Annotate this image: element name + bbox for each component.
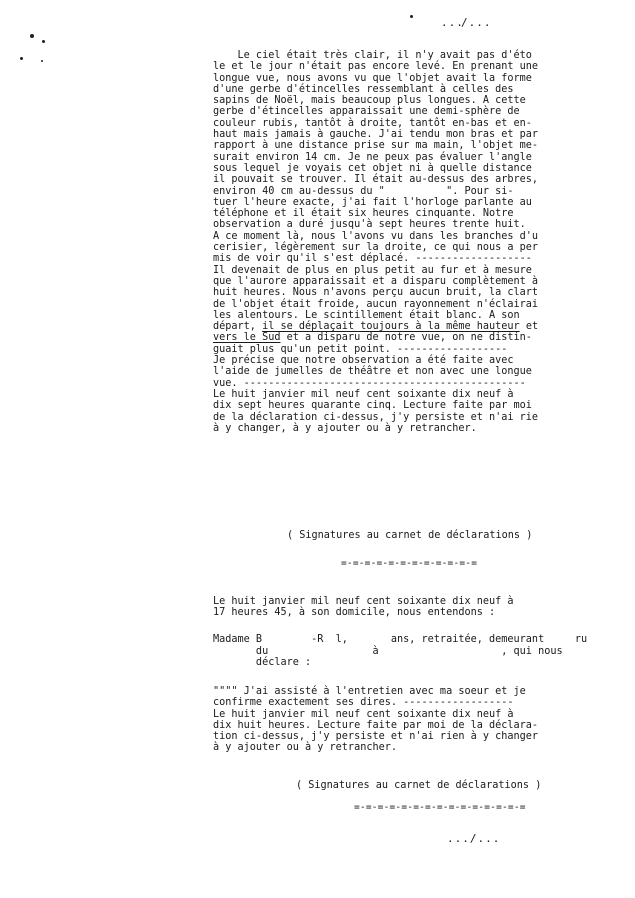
text-line: Le ciel était très clair, il n'y avait pas d'éto xyxy=(213,50,532,61)
text-line: Le huit janvier mil neuf cent soixante dix neuf à xyxy=(213,388,514,400)
text-line: Il devenait de plus en plus petit au fur et à mesure xyxy=(213,264,532,276)
text-line: il pouvait se trouver. Il était au-dessus des arbres, xyxy=(213,174,539,186)
text-line: surait environ 14 cm. Je ne peux pas évaluer l'angle xyxy=(213,151,532,163)
scan-speck xyxy=(20,57,23,60)
page-marker-top: ... xyxy=(441,16,464,29)
signature-note: ( Signatures au carnet de déclarations ) xyxy=(287,530,533,541)
text-line: """" J'ai assisté à l'entretien avec ma soeur et je xyxy=(213,686,526,697)
scan-speck xyxy=(30,34,34,38)
text-line: cerisier, légèrement sur la droite, ce qui nous a per xyxy=(213,242,539,254)
scan-speck xyxy=(410,15,413,18)
text-line: d'une gerbe d'étincelles ressemblant à celles des xyxy=(213,83,514,95)
text-line: mis de voir qu'il s'est déplacé. ------------------- xyxy=(213,253,532,265)
text-line: Le huit janvier mil neuf cent soixante dix neuf à xyxy=(213,596,514,607)
text-line: de la déclaration ci-dessus, j'y persiste et n'ai rie xyxy=(213,411,539,423)
text-line-departure xyxy=(213,321,538,332)
text-line: longue vue, nous avons vu que l'objet avait la forme xyxy=(213,72,532,84)
text-line: dix huit heures. Lecture faite par moi de la déclara- xyxy=(213,719,539,731)
text-line: A ce moment là, nous l'avons vu dans les branches d'u xyxy=(213,230,539,242)
text-line: 17 heures 45, à son domicile, nous entendons : xyxy=(213,607,496,619)
scan-speck xyxy=(41,60,43,62)
separator-rule: =-=-=-=-=-=-=-=-=-=-=-=-=-=-= xyxy=(354,802,526,813)
text-line: Le huit janvier mil neuf cent soixante dix neuf à xyxy=(213,708,514,720)
text-line: haut mais jamais à gauche. J'ai tendu mon bras et par xyxy=(213,129,539,141)
text-line: vue. ---------------------------------------------- xyxy=(213,377,526,389)
text-line: que l'aurore apparaissait et a disparu complètement à xyxy=(213,275,539,287)
text-line-south xyxy=(213,332,532,343)
text-line: téléphone et il était six heures cinquante. Notre xyxy=(213,208,514,220)
underlined-phrase: il se déplaçait toujours à la même hauteur xyxy=(262,321,520,333)
statement-2-intro xyxy=(213,596,631,619)
declarant-identity xyxy=(213,634,587,669)
text-line: rapport à une distance prise sur ma main, l'objet me- xyxy=(213,140,539,152)
text-line: Je précise que notre observation a été faite avec xyxy=(213,355,514,367)
text-line: sapins de Noël, mais beaucoup plus longues. A cette xyxy=(213,95,526,107)
text-line: déclare : xyxy=(213,657,312,668)
text-line: à y ajouter ou à y retrancher. xyxy=(213,742,398,754)
text-line: à y changer, à y ajouter ou à y retrancher. xyxy=(213,422,477,434)
text-line: tuer l'heure exacte, j'ai fait l'horloge parlante au xyxy=(213,196,532,208)
signature-note: ( Signatures au carnet de déclarations ) xyxy=(296,780,542,791)
text-line: Madame B -R l, ans, retraitée, demeurant ru xyxy=(213,634,588,645)
text-line: couleur rubis, tantôt à droite, tantôt en-bas et en- xyxy=(213,117,532,129)
text-line: le et le jour n'était pas encore levé. En prenant une xyxy=(213,61,539,73)
page-marker-top-slash: /... xyxy=(461,16,492,29)
text-line: confirme exactement ses dires. ------------------ xyxy=(213,697,514,709)
text-line: l'aide de jumelles de théâtre et non avec une longue xyxy=(213,366,532,378)
departure-suffix: et xyxy=(519,321,539,333)
text-line: de l'objet était froide, aucun rayonnement n'éclairai xyxy=(213,298,539,310)
departure-prefix: départ, xyxy=(213,321,263,333)
separator-rule: =-=-=-=-=-=-=-=-=-=-=-= xyxy=(341,558,478,569)
text-line: sous lequel je voyais cet objet ni à quelle distance xyxy=(213,162,532,174)
statement-1-body xyxy=(213,50,631,434)
text-line: du à , qui nous xyxy=(213,645,563,657)
text-line: les alentours. Le scintillement était blanc. A son xyxy=(213,309,520,321)
underlined-phrase: vers le Sud xyxy=(213,332,281,344)
text-line: guait plus qu'un petit point. ------------------ xyxy=(213,343,508,355)
text-line: observation a duré jusqu'à sept heures trente huit. xyxy=(213,219,526,231)
text-line: dix sept heures quarante cinq. Lecture faite par moi xyxy=(213,400,532,412)
statement-2-body xyxy=(213,686,631,754)
text-line: environ 40 cm au-dessus du " ". Pour si- xyxy=(213,185,514,197)
text-line: gerbe d'étincelles apparaissait une demi-sphère de xyxy=(213,106,520,118)
scan-speck xyxy=(42,40,45,43)
text-line: tion ci-dessus, j'y persiste et n'ai rien à y changer xyxy=(213,731,539,743)
text-line: huit heures. Nous n'avons perçu aucun bruit, la clart xyxy=(213,287,539,299)
south-suffix: et a disparu de notre vue, on ne distin- xyxy=(280,332,532,344)
page-marker-bottom: .../... xyxy=(447,832,501,845)
